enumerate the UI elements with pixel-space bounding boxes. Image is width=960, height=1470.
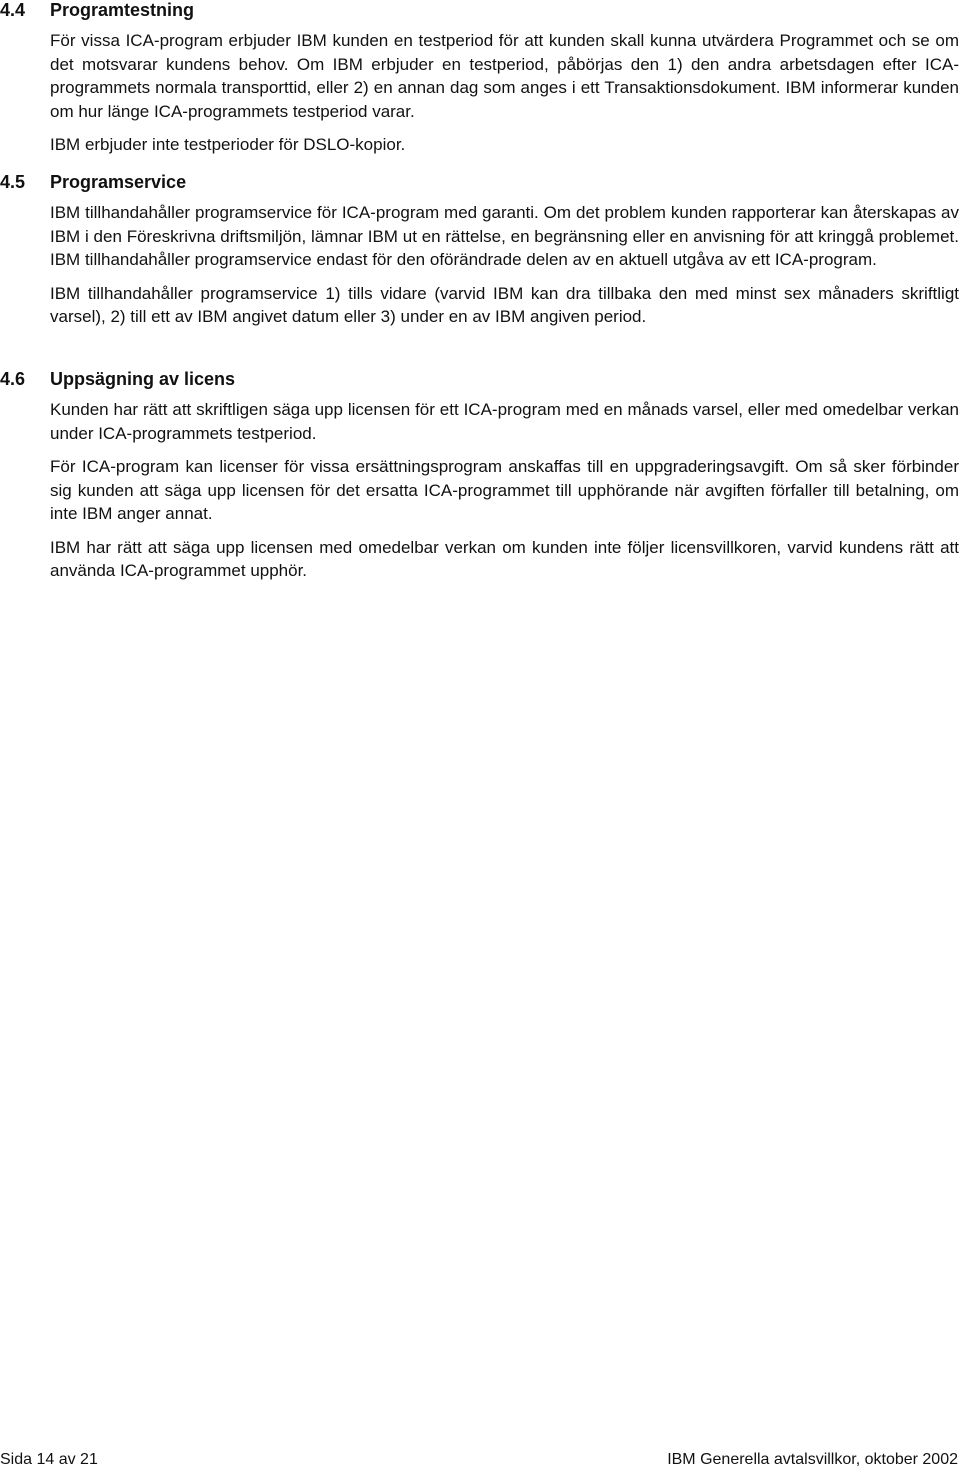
paragraph: För ICA-program kan licenser för vissa ersättningsprogram anskaffas till en uppgraderingsavgift. Om så sker förbinder sig kunden att säga upp licensen för det ersatta ICA-programmet till upphörande när avgiften förfaller till betalning, om inte IBM anger annat. bbox=[50, 457, 959, 523]
paragraph: IBM tillhandahåller programservice för ICA-program med garanti. Om det problem kunden rapporterar kan återskapas av IBM i den Föreskrivna driftsmiljön, lämnar IBM ut en rättelse, en begränsning eller en anvisning för att kringgå problemet. IBM tillhandahåller programservice endast för den oförändrade delen av en aktuell utgåva av ett ICA-program. bbox=[50, 203, 959, 269]
section-number: 4.6 bbox=[0, 369, 26, 389]
section-title: Programtestning bbox=[50, 0, 195, 20]
paragraph: För vissa ICA-program erbjuder IBM kunden en testperiod för att kunden skall kunna utvärdera Programmet och se om det motsvarar kundens behov. Om IBM erbjuder en testperiod, påbörjas den 1) den andra arbetsdagen efter ICA-programmets normala transporttid, eller 2) en annan dag som anges i ett Transaktionsdokument. IBM informerar kunden om hur länge ICA-programmets testperiod varar. bbox=[50, 31, 959, 121]
section-heading bbox=[0, 0, 960, 22]
section-title: Uppsägning av licens bbox=[50, 369, 236, 389]
paragraph: IBM tillhandahåller programservice 1) tills vidare (varvid IBM kan dra tillbaka den med minst sex månaders skriftligt varsel), 2) till ett av IBM angivet datum eller 3) under en av IBM angiven period. bbox=[50, 283, 959, 326]
paragraph: IBM har rätt att säga upp licensen med omedelbar verkan om kunden inte följer licensvillkoren, varvid kundens rätt att använda ICA-programmet upphör. bbox=[50, 537, 959, 580]
section-programservice bbox=[0, 170, 960, 329]
page-number: Sida 14 av 21 bbox=[0, 1451, 98, 1468]
page-footer bbox=[0, 1450, 960, 1470]
section-number: 4.5 bbox=[0, 172, 26, 192]
section-uppsagning-av-licens bbox=[0, 367, 960, 583]
section-heading bbox=[0, 170, 960, 194]
paragraph: IBM erbjuder inte testperioder för DSLO-kopior. bbox=[50, 135, 406, 154]
section-heading bbox=[0, 367, 960, 391]
section-programtestning bbox=[0, 0, 960, 157]
paragraph: Kunden har rätt att skriftligen säga upp licensen för ett ICA-program med en månads varsel, eller med omedelbar verkan under ICA-programmets testperiod. bbox=[50, 400, 959, 443]
section-number: 4.4 bbox=[0, 0, 26, 20]
document-title: IBM Generella avtalsvillkor, oktober 2002 bbox=[667, 1451, 958, 1468]
section-title: Programservice bbox=[50, 172, 187, 192]
